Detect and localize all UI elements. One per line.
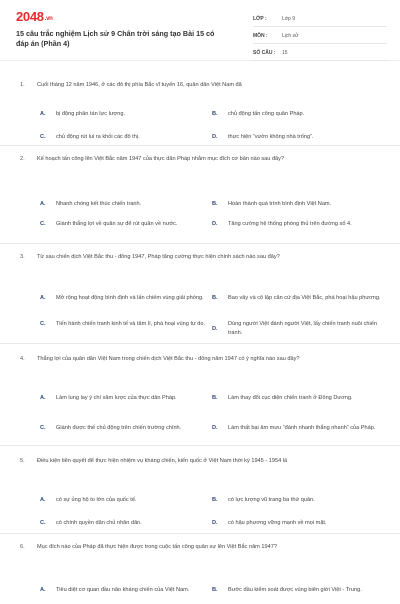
question-item (0, 244, 400, 344)
option-text: có lực lượng vũ trang ba thứ quân. (228, 497, 315, 503)
answer-option[interactable] (212, 424, 382, 433)
option-text: Giành được thế chủ động trên chiến trường chính. (56, 425, 182, 431)
option-letter: C. (40, 520, 46, 526)
meta-row-class (253, 13, 387, 27)
answer-option[interactable] (212, 496, 382, 505)
answer-option[interactable] (212, 133, 382, 142)
answer-option[interactable] (212, 294, 382, 303)
option-letter: A. (40, 201, 46, 207)
question-item (0, 146, 400, 244)
answer-option[interactable] (212, 220, 382, 229)
answer-option[interactable] (40, 200, 210, 209)
question-item (0, 446, 400, 534)
question-number: 1. (20, 82, 25, 88)
question-number: 3. (20, 254, 25, 260)
answer-option[interactable] (212, 200, 382, 209)
answer-option[interactable] (40, 133, 210, 142)
site-logo[interactable] (16, 9, 53, 24)
answer-option[interactable] (212, 519, 382, 528)
question-text (20, 354, 384, 364)
option-letter: B. (212, 111, 218, 117)
question-item (0, 344, 400, 446)
option-text: thực hiện “vườn không nhà trống”. (228, 134, 314, 140)
answer-option[interactable] (40, 586, 210, 595)
answer-option[interactable] (40, 519, 210, 528)
document-title: 15 câu trắc nghiệm Lịch sử 9 Chân trời sáng tạo Bài 15 có đáp án (Phần 4) (16, 29, 215, 48)
question-number: 6. (20, 544, 25, 550)
answer-option[interactable] (40, 220, 210, 229)
option-text: chủ động tấn công quân Pháp. (228, 111, 305, 117)
option-text: Làm thay đổi cục diện chiến tranh ở Đông Dương. (228, 395, 353, 401)
option-letter: B. (212, 295, 218, 301)
option-letter: C. (40, 221, 46, 227)
meta-label: LỚP : (253, 16, 267, 22)
option-text: Nhanh chóng kết thúc chiến tranh. (56, 201, 142, 207)
meta-label: SỐ CÂU : (253, 50, 276, 56)
question-text (20, 456, 384, 466)
option-text: Hoàn thành quá trình bình định Việt Nam. (228, 201, 332, 207)
option-letter: D. (212, 221, 218, 227)
question-stem: Mục đích nào của Pháp đã thực hiện được trong cuộc tấn công quân sự lên Việt Bắc năm 1947? (37, 544, 277, 550)
option-text: Làm lung lay ý chí xâm lược của thực dân Pháp. (56, 395, 177, 401)
option-letter: A. (40, 497, 46, 503)
answer-option[interactable] (40, 424, 210, 433)
option-text: có chính quyền dân chủ nhân dân. (56, 520, 142, 526)
question-text (20, 80, 384, 90)
question-stem: Kế hoạch tấn công lên Việt Bắc năm 1947 của thực dân Pháp nhằm mục đích cơ bản nào sau đây? (37, 156, 285, 162)
answer-option[interactable] (212, 586, 382, 595)
question-stem: Điều kiện tiên quyết để thực hiện nhiệm vụ kháng chiến, kiến quốc ở Việt Nam thời kỳ 1945 - 1954 là (37, 458, 288, 464)
question-text (20, 542, 384, 552)
answer-option[interactable] (212, 394, 382, 403)
meta-value: Lịch sử (282, 33, 299, 39)
option-text: bị động phân tán lực lượng. (56, 111, 126, 117)
answer-option[interactable] (212, 110, 382, 119)
option-text: Tăng cường hệ thống phòng thủ trên đường số 4. (228, 221, 352, 227)
option-text: Giành thắng lợi về quân sự để rút quân về nước. (56, 221, 178, 227)
option-letter: D. (212, 134, 218, 140)
logo-number: 2048 (16, 9, 44, 24)
question-stem: Cuối tháng 12 năm 1946, ở các đô thị phía Bắc vĩ tuyến 16, quân dân Việt Nam đã (37, 82, 242, 88)
meta-value: Lớp 9 (282, 16, 296, 22)
answer-option[interactable] (40, 394, 210, 403)
option-text: Dùng người Việt đánh người Việt, lấy chiến tranh nuôi chiến tranh. (228, 321, 377, 336)
option-text: Tiêu diệt cơ quan đầu não kháng chiến của Việt Nam. (56, 587, 190, 593)
logo-suffix: .vn (44, 16, 53, 22)
option-text: Mở rộng hoạt động bình định và lấn chiếm vùng giải phóng. (56, 295, 204, 301)
answer-option[interactable] (212, 320, 382, 338)
answer-option[interactable] (40, 496, 210, 505)
option-letter: A. (40, 295, 46, 301)
option-letter: C. (40, 134, 46, 140)
question-item (0, 70, 400, 146)
meta-row-count (253, 47, 387, 61)
meta-row-subject (253, 30, 387, 44)
document-meta (253, 13, 387, 64)
option-letter: A. (40, 587, 46, 593)
question-stem: Từ sau chiến dịch Việt Bắc thu - đông 1947, Pháp tăng cường thực hiện chính sách nào sau đây? (37, 254, 280, 260)
option-text: Làm thất bại âm mưu “đánh nhanh thắng nhanh” của Pháp. (228, 425, 376, 431)
option-letter: C. (40, 321, 46, 327)
option-text: Bao vây và cô lập căn cứ địa Việt Bắc, phá hoại hậu phương. (228, 295, 381, 301)
option-text: có sự ủng hộ to lớn của quốc tế. (56, 497, 137, 503)
question-number: 5. (20, 458, 25, 464)
option-letter: A. (40, 111, 46, 117)
option-letter: A. (40, 395, 46, 401)
option-letter: B. (212, 587, 218, 593)
question-number: 4. (20, 356, 25, 362)
answer-option[interactable] (40, 320, 210, 329)
option-text: có hậu phương vững mạnh về mọi mặt. (228, 520, 327, 526)
option-letter: B. (212, 201, 218, 207)
question-text (20, 252, 384, 262)
option-letter: D. (212, 425, 218, 431)
option-letter: B. (212, 497, 218, 503)
option-letter: C. (40, 425, 46, 431)
question-item (0, 534, 400, 604)
answer-option[interactable] (40, 110, 210, 119)
option-text: Tiến hành chiến tranh kinh tế và tâm lí, phá hoại vùng tự do. (56, 321, 206, 327)
document-header (0, 0, 400, 61)
meta-value: 15 (282, 50, 288, 56)
option-text: chủ động rút lui ra khỏi các đô thị. (56, 134, 140, 140)
option-letter: B. (212, 395, 218, 401)
option-text: Bước đầu kiểm soát được vùng biên giới Việt - Trung. (228, 587, 362, 593)
question-list (0, 70, 400, 604)
meta-label: MÔN : (253, 33, 268, 39)
question-number: 2. (20, 156, 25, 162)
question-stem: Thắng lợi của quân dân Việt Nam trong chiến dịch Việt Bắc thu - đông năm 1947 có ý nghĩa nào sau đây? (37, 356, 300, 362)
option-letter: D. (212, 325, 218, 332)
question-text (20, 154, 384, 164)
option-letter: D. (212, 520, 218, 526)
answer-option[interactable] (40, 294, 210, 303)
